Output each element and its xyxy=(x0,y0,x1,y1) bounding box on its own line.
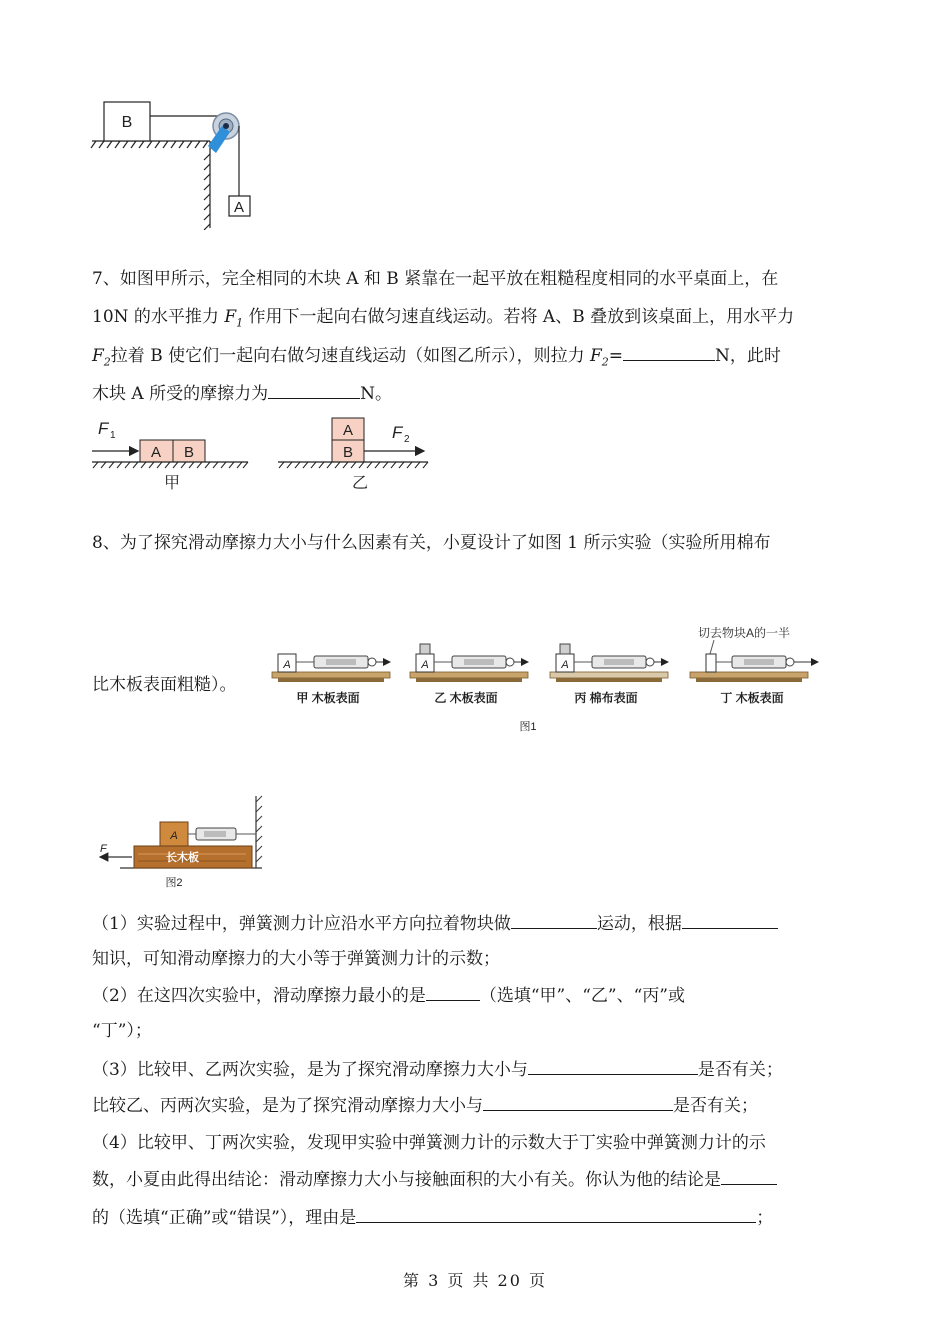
yi-caption: 乙 xyxy=(351,475,369,492)
fig2-title: 图2 xyxy=(165,877,183,889)
yi-block-b-label: B xyxy=(342,444,354,461)
q7-line-1: 7、如图甲所示，完全相同的木块 A 和 B 紧靠在一起平放在粗糙程度相同的水平桌面上，在 xyxy=(92,269,779,289)
q8-line-1: 8、为了探究滑动摩擦力大小与什么因素有关，小夏设计了如图 1 所示实验（实验所用棉布 xyxy=(92,533,771,553)
q8-sub3-line-1 xyxy=(92,1056,783,1083)
force-f1-subscript: 1 xyxy=(236,316,244,330)
q8-sub2-line-1 xyxy=(92,982,685,1009)
q8-sub4-text-c: 的（选填“正确”或“错误”），理由是 xyxy=(92,1208,357,1228)
q7-line3-mid: 拉着 B 使它们一起向右做匀速直线运动（如图乙所示），则拉力 xyxy=(110,346,590,366)
fig2-board-label: 长木板 xyxy=(166,852,199,864)
q8-sub3-text-c: 比较乙、丙两次实验，是为了探究滑动摩擦力大小与 xyxy=(92,1096,483,1116)
force-f1-symbol: F xyxy=(224,307,237,327)
fig2-force-label: F xyxy=(100,843,107,855)
fig1-caption-jia: 甲 木板表面 xyxy=(296,691,360,705)
pulley-figure xyxy=(88,96,258,230)
q8-figure-2 xyxy=(96,794,266,890)
fig1-caption-ding: 丁 木板表面 xyxy=(720,691,784,705)
q7-line-4 xyxy=(92,380,392,407)
answer-blank-friction-a[interactable] xyxy=(268,380,360,399)
fig1-yi-block: A xyxy=(421,659,429,671)
force-f2-subscript-b: 2 xyxy=(601,355,609,369)
pulley-icon xyxy=(208,113,239,153)
q8-figure-1 xyxy=(266,622,828,734)
yi-block-a-label: A xyxy=(342,422,354,439)
answer-blank-motion[interactable] xyxy=(511,910,597,929)
force-f2-subscript: 2 xyxy=(103,355,111,369)
table-surface xyxy=(91,141,210,230)
q8-line-2: 比木板表面粗糙）。 xyxy=(92,675,237,695)
q7-line3-end: N，此时 xyxy=(715,346,781,366)
q8-sub4-line-2 xyxy=(92,1166,777,1193)
q8-sub4-line-1: （4）比较甲、丁两次实验，发现甲实验中弹簧测力计的示数大于丁实验中弹簧测力计的示 xyxy=(92,1133,766,1153)
q8-sub3-text-b: 是否有关； xyxy=(697,1060,783,1080)
q8-sub1-line-2: 知识，可知滑动摩擦力的大小等于弹簧测力计的示数； xyxy=(92,949,500,969)
fig1-bing-block: A xyxy=(561,659,569,671)
fig1-caption-bing: 丙 棉布表面 xyxy=(574,691,638,705)
answer-blank-factor-1[interactable] xyxy=(528,1056,698,1075)
jia-force-label: F xyxy=(98,419,109,438)
page-footer: 第 3 页 共 20 页 xyxy=(403,1271,547,1290)
fig2-block-label: A xyxy=(170,830,178,842)
q7-line3-eq: = xyxy=(608,346,624,366)
q7-line2-pre: 10N 的水平推力 xyxy=(92,307,225,327)
q8-sub1-text-a: （1）实验过程中，弹簧测力计应沿水平方向拉着物块做 xyxy=(92,914,511,934)
q7-line4-end: N。 xyxy=(360,384,392,404)
jia-block-a-label: A xyxy=(150,444,162,461)
answer-blank-knowledge[interactable] xyxy=(682,910,778,929)
yi-force-sub: 2 xyxy=(404,434,410,445)
q8-sub2-text-b: （选填“甲”、“乙”、“丙”或 xyxy=(479,986,685,1006)
fig1-jia-block: A xyxy=(283,659,291,671)
fig1-panel-ding xyxy=(690,654,818,705)
answer-blank-reason[interactable] xyxy=(356,1204,756,1223)
q8-sub1-text-b: 运动，根据 xyxy=(596,914,682,934)
q8-sub4-text-b: 数，小夏由此得出结论：滑动摩擦力大小与接触面积的大小有关。你认为他的结论是 xyxy=(92,1170,721,1190)
answer-blank-factor-2[interactable] xyxy=(483,1092,673,1111)
answer-blank-smallest[interactable] xyxy=(426,982,480,1001)
figure-jia xyxy=(92,419,248,492)
fig1-caption-yi: 乙 木板表面 xyxy=(434,691,498,705)
q7-line-2 xyxy=(92,304,794,336)
fig1-note: 切去物块A的一半 xyxy=(698,626,791,640)
q7-figure xyxy=(88,414,438,496)
jia-caption: 甲 xyxy=(163,475,181,492)
block-b-label: B xyxy=(121,114,133,131)
fig1-title: 图1 xyxy=(519,721,537,733)
q8-sub3-text-d: 是否有关； xyxy=(673,1096,758,1116)
q8-sub2-line-2: “丁”）； xyxy=(92,1021,152,1041)
q8-sub3-text-a: （3）比较甲、乙两次实验，是为了探究滑动摩擦力大小与 xyxy=(92,1060,528,1080)
figure-yi xyxy=(278,418,428,492)
q8-sub1-line-1 xyxy=(92,910,778,937)
answer-blank-conclusion[interactable] xyxy=(721,1166,777,1185)
answer-blank-f2[interactable] xyxy=(623,342,715,361)
q8-sub4-line-3 xyxy=(92,1204,773,1231)
yi-force-label: F xyxy=(392,423,403,442)
force-f2-symbol: F xyxy=(92,346,104,366)
q7-line4-pre: 木块 A 所受的摩擦力为 xyxy=(92,384,269,404)
q7-line-3 xyxy=(92,342,781,375)
fig1-panel-bing xyxy=(550,644,668,705)
q8-sub4-end: ； xyxy=(756,1208,774,1228)
q7-line2-post: 作用下一起向右做匀速直线运动。若将 A、B 叠放到该桌面上，用水平力 xyxy=(243,307,795,327)
q8-sub2-text-a: （2）在这四次实验中，滑动摩擦力最小的是 xyxy=(92,986,426,1006)
jia-block-b-label: B xyxy=(183,444,195,461)
jia-force-sub: 1 xyxy=(110,430,116,441)
fig1-panel-yi xyxy=(410,644,528,705)
block-a-label: A xyxy=(233,199,245,216)
q8-sub3-line-2 xyxy=(92,1092,758,1119)
force-f2-symbol-b: F xyxy=(590,346,602,366)
fig1-panel-jia xyxy=(272,654,390,705)
